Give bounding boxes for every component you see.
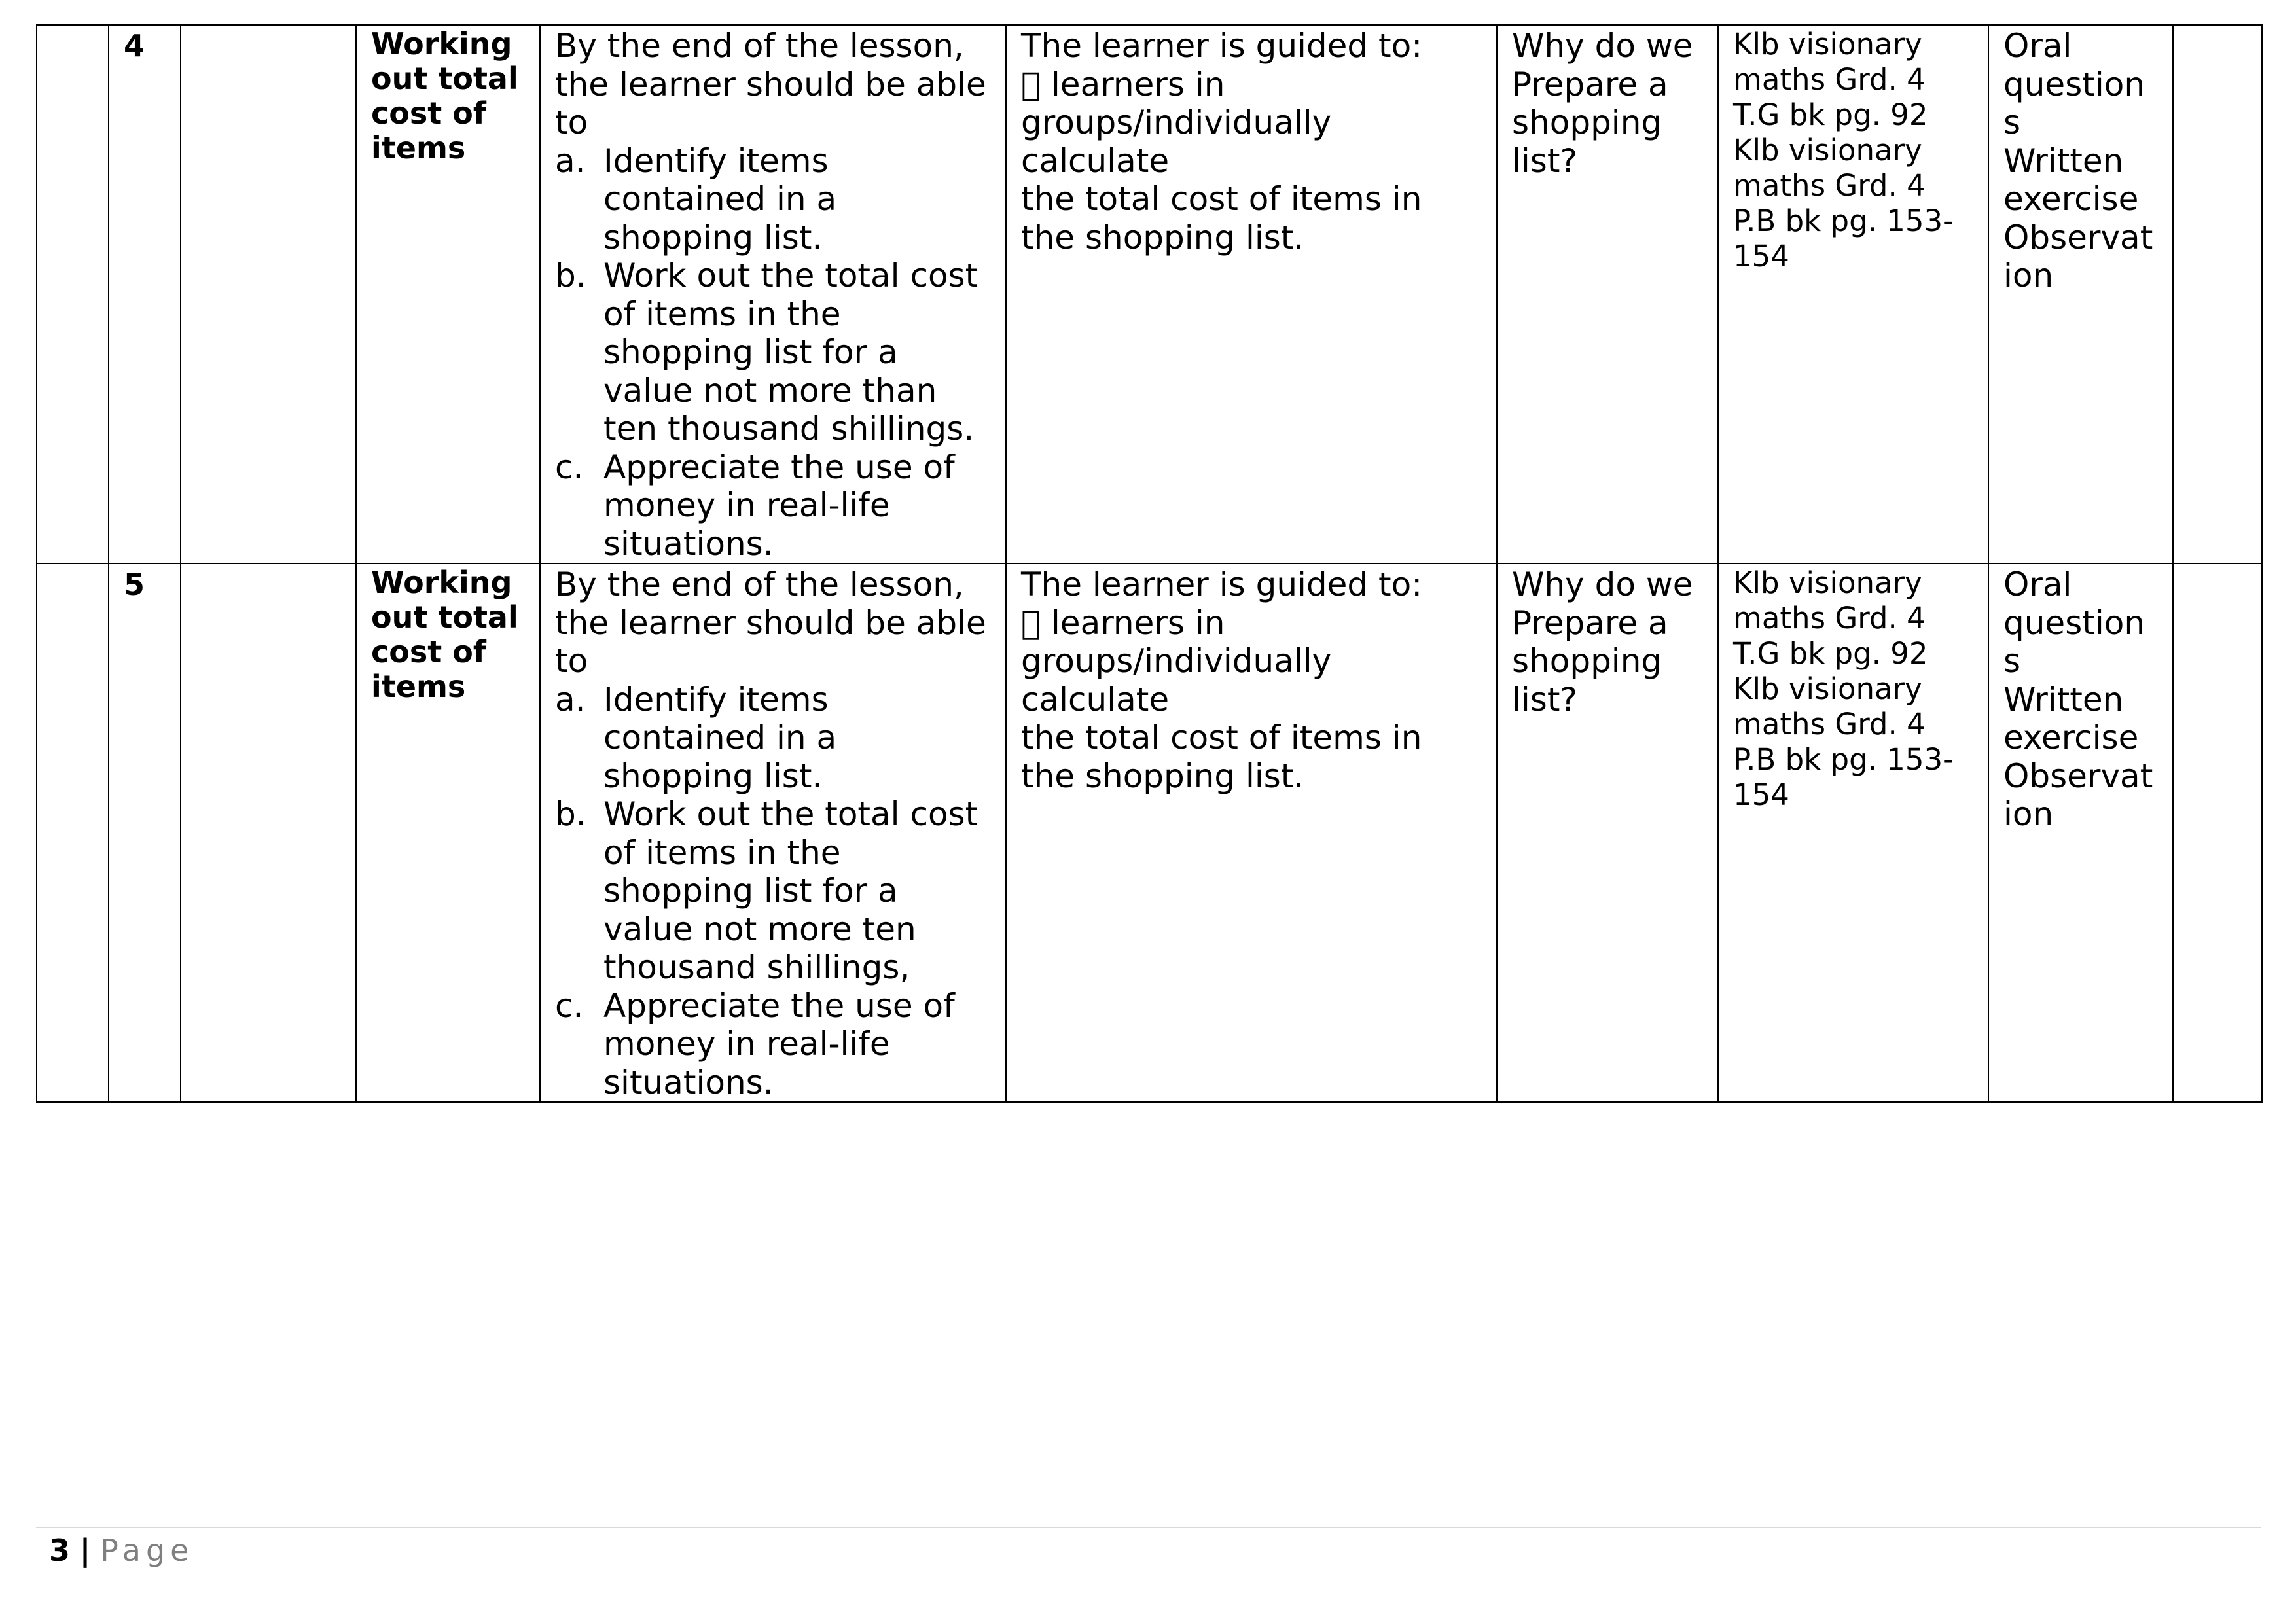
list-item: c. Appreciate the use of money in real-life situations.: [555, 448, 955, 563]
assessment-item: Written exercise: [2003, 680, 2139, 757]
strand-cell: [181, 563, 356, 1102]
learning-experiences-cell: [1006, 25, 1497, 563]
list-item: b. Work out the total cost of items in the shopping list for a value not more than ten thousand shillings.: [555, 257, 978, 448]
week-cell: [37, 563, 109, 1102]
experiences-item: learners in groups/individually calculate: [1021, 65, 1332, 180]
assessment-item: Oral question s: [2003, 27, 2145, 141]
learning-experiences-cell: [1006, 563, 1497, 1102]
footer-divider: [36, 1527, 2261, 1528]
list-item: b. Work out the total cost of items in the shopping list for a value not more ten thousand shillings,: [555, 795, 978, 986]
page-number: 3: [49, 1533, 71, 1568]
table-row: [37, 563, 2262, 1102]
key-inquiry-text: Why do we Prepare a shopping list?: [1512, 27, 1693, 180]
assessment-cell: [1988, 25, 2173, 563]
outcomes-intro: By the end of the lesson, the learner should be able to: [555, 27, 986, 141]
lesson-number: 4: [124, 28, 145, 63]
assessment-item: Oral question s: [2003, 565, 2145, 680]
reflection-cell: [2173, 25, 2262, 563]
key-inquiry-text: Why do we Prepare a shopping list?: [1512, 565, 1693, 719]
resources-text: Klb visionary maths Grd. 4 T.G bk pg. 92 Klb visionary maths Grd. 4 P.B bk pg. 153-154: [1733, 565, 1954, 812]
experiences-intro: The learner is guided to:: [1021, 565, 1423, 603]
assessment-item: Observat ion: [2003, 218, 2153, 294]
outcomes-intro: By the end of the lesson, the learner should be able to: [555, 565, 986, 680]
resources-cell: [1718, 563, 1988, 1102]
table-row: [37, 25, 2262, 563]
list-item: c. Appreciate the use of money in real-life situations.: [555, 986, 955, 1101]
resources-cell: [1718, 25, 1988, 563]
bullet-glyph-icon: [1021, 65, 1041, 103]
list-item: a. Identify items contained in a shopping list.: [555, 680, 837, 795]
learning-outcomes-cell: [540, 563, 1006, 1102]
assessment-cell: [1988, 563, 2173, 1102]
sub-strand-text: Working out total cost of items: [371, 26, 518, 166]
assessment-item: Written exercise: [2003, 141, 2139, 218]
resources-text: Klb visionary maths Grd. 4 T.G bk pg. 92 Klb visionary maths Grd. 4 P.B bk pg. 153-154: [1733, 27, 1954, 274]
key-inquiry-cell: [1497, 25, 1718, 563]
scheme-of-work-table: [36, 24, 2263, 1103]
lesson-cell: [109, 25, 181, 563]
experiences-rest: the total cost of items in the shopping list.: [1021, 180, 1422, 257]
experiences-item: learners in groups/individually calculate: [1021, 603, 1332, 719]
experiences-intro: The learner is guided to:: [1021, 27, 1423, 65]
assessment-item: Observat ion: [2003, 757, 2153, 833]
sub-strand-cell: [356, 563, 540, 1102]
week-cell: [37, 25, 109, 563]
learning-outcomes-cell: [540, 25, 1006, 563]
lesson-cell: [109, 563, 181, 1102]
sub-strand-text: Working out total cost of items: [371, 565, 518, 704]
sub-strand-cell: [356, 25, 540, 563]
page-label: Page: [100, 1533, 194, 1568]
bullet-glyph-icon: [1021, 604, 1041, 642]
lesson-number: 5: [124, 567, 145, 602]
strand-cell: [181, 25, 356, 563]
reflection-cell: [2173, 563, 2262, 1102]
experiences-rest: the total cost of items in the shopping list.: [1021, 719, 1422, 795]
key-inquiry-cell: [1497, 563, 1718, 1102]
footer-separator: |: [79, 1533, 91, 1568]
outcomes-list: [555, 142, 991, 563]
page-footer: [49, 1531, 194, 1570]
list-item: a. Identify items contained in a shopping list.: [555, 141, 837, 257]
outcomes-list: [555, 681, 991, 1102]
